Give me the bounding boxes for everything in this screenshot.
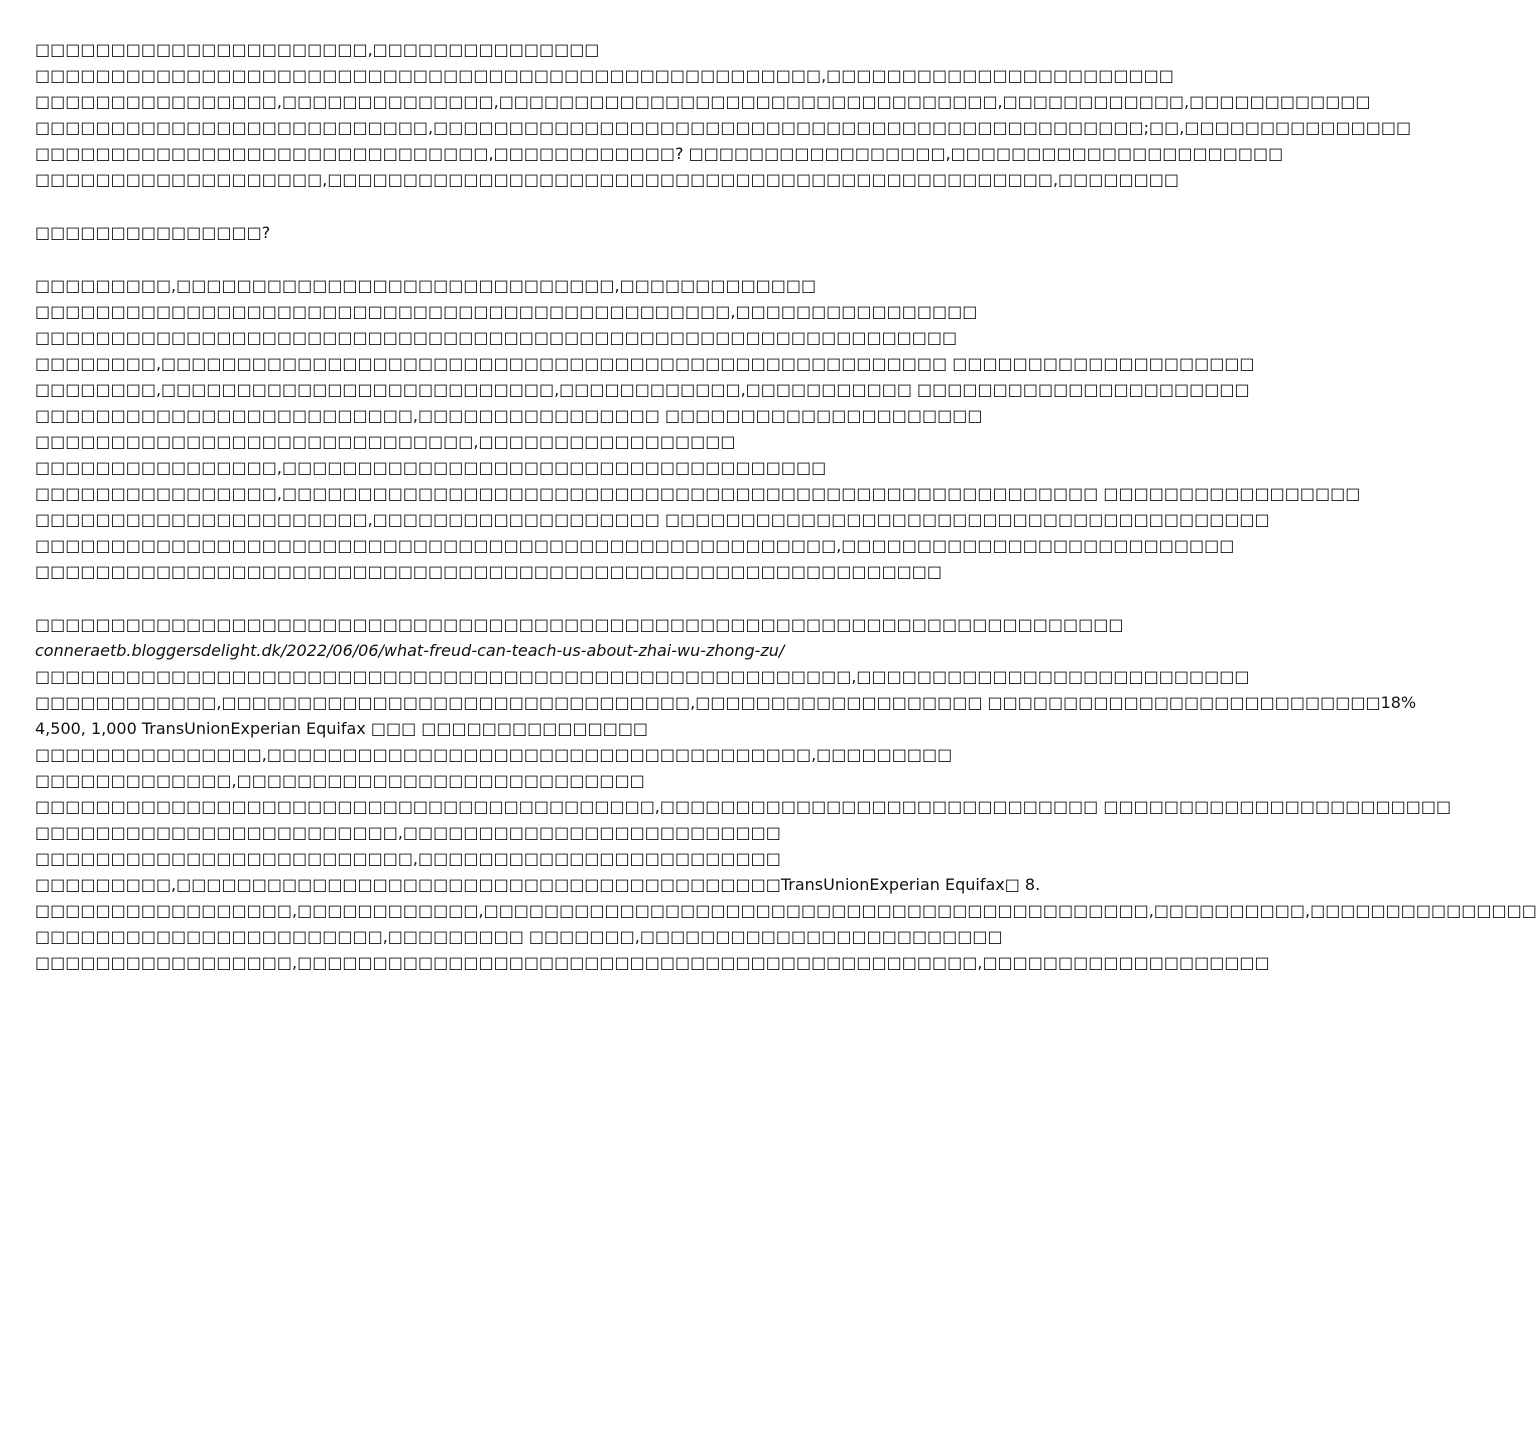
- text-line: □□□□□□□□□□□□□□□□□□□,□□□□□□□□□□□□□□□□□□□□□□□□□□□□□□□□□□□□□□□□□□□□□□□□,□□□□□□□□: [35, 170, 1179, 189]
- text-line: □□□□□□□□□□□□□,□□□□□□□□□□□□□□□□□□□□□□□□□□□: [35, 771, 645, 790]
- paragraph-2: [35, 273, 1361, 585]
- text-line: □□□□□□□□□□□□□□□□□□□□□□□□□,□□□□□□□□□□□□□□□□ □□□□□□□□□□□□□□□□□□□□□: [35, 406, 983, 425]
- text-line: □□□□□□□□□□□□□□□□□,□□□□□□□□□□□□□□□□□□□□□□□□□□□□□□□□□□□□□□□□□□□□□,□□□□□□□□□□□□□□□□□□□: [35, 953, 1270, 972]
- text-line: 4,500, 1,000 TransUnionExperian Equifax □□□ □□□□□□□□□□□□□□□: [35, 719, 649, 738]
- text-line: □□□□□□□□,□□□□□□□□□□□□□□□□□□□□□□□□□□,□□□□□□□□□□□□,□□□□□□□□□□□ □□□□□□□□□□□□□□□□□□□□□□: [35, 380, 1250, 399]
- text-line: □□□□□□□□□□□□□□□□□□□□□□□,□□□□□□□□□ □□□□□□□,□□□□□□□□□□□□□□□□□□□□□□□□: [35, 927, 1003, 946]
- paragraph-1: [35, 37, 1412, 193]
- text-line: □□□□□□□□□□□□□□□□□□□□□□□□□□□□□□□□□□□□□□□□□□□□□□,□□□□□□□□□□□□□□□□: [35, 302, 978, 321]
- section-heading: □□□□□□□□□□□□□□□?: [35, 223, 271, 242]
- text-line: □□□□□□□□□□□□□□□,□□□□□□□□□□□□□□□□□□□□□□□□□□□□□□□□□□□□,□□□□□□□□□: [35, 745, 953, 764]
- text-line: □□□□□□□□□□□□□□□□□□□□□□,□□□□□□□□□□□□□□□: [35, 40, 600, 59]
- text-line: □□□□□□□□□□□□□□□□□□□□□□□□□□□□□,□□□□□□□□□□□□□□□□□: [35, 432, 736, 451]
- article-link[interactable]: conneraetb.bloggersdelight.dk/2022/06/06/what-freud-can-teach-us-about-zhai-wu-zhong-zu/: [35, 641, 785, 660]
- document-body: [35, 37, 1537, 976]
- text-line: □□□□□□□□□□□□□□□□□□□□□□□□□□□□□□□□□□□□□□□□□,□□□□□□□□□□□□□□□□□□□□□□□□□□□□□ □□□□□□□□□□□□□□□□□□□□□□□: [35, 797, 1452, 816]
- paragraph-gap: [35, 193, 1020, 220]
- text-line: □□□□□□□□□,□□□□□□□□□□□□□□□□□□□□□□□□□□□□□□□□□□□□□□□□TransUnionExperian Equifax□ 8.: [35, 875, 1041, 894]
- text-line: □□□□□□□□□□□□□□□□□□□□□□□□□,□□□□□□□□□□□□□□□□□□□□□□□□: [35, 849, 781, 868]
- text-line: □□□□□□□□□□□□□□□□□□□□□□□□□□□□□□□□□□□□□□□□□□□□□□□□□□□□□□,□□□□□□□□□□□□□□□□□□□□□□□□□□: [35, 667, 1250, 686]
- text-line: □□□□□□□□□□□□□□□□,□□□□□□□□□□□□□□□□□□□□□□□□□□□□□□□□□□□□□□□□□□□□□□□□□□□□□□ □□□□□□□□□□□□□□□□□: [35, 484, 1361, 503]
- paragraph-3: [35, 612, 1537, 976]
- text-line: □□□□□□□□□□□□□□□□□□□□□□□□,□□□□□□□□□□□□□□□□□□□□□□□□□: [35, 823, 781, 842]
- text-line: □□□□□□□□□□□□□□□□□□□□□□,□□□□□□□□□□□□□□□□□□□ □□□□□□□□□□□□□□□□□□□□□□□□□□□□□□□□□□□□□□□□: [35, 510, 1270, 529]
- text-line: □□□□□□□□,□□□□□□□□□□□□□□□□□□□□□□□□□□□□□□□□□□□□□□□□□□□□□□□□□□□□ □□□□□□□□□□□□□□□□□□□□: [35, 354, 1255, 373]
- text-line: □□□□□□□□□□□□□□□□□□□□□□□□□□□□□□,□□□□□□□□□□□□? □□□□□□□□□□□□□□□□□,□□□□□□□□□□□□□□□□□□□□□□: [35, 144, 1284, 163]
- text-line: □□□□□□□□□□□□□□□□,□□□□□□□□□□□□□□□□□□□□□□□□□□□□□□□□□□□□: [35, 458, 827, 477]
- paragraph-gap: [35, 585, 1020, 612]
- text-line: □□□□□□□□□□□□□□□□□□□□□□□□□□□□□□□□□□□□□□□□□□□□□□□□□□□□,□□□□□□□□□□□□□□□□□□□□□□□: [35, 66, 1174, 85]
- paragraph-gap: [35, 246, 1020, 273]
- text-line: □□□□□□□□□□□□,□□□□□□□□□□□□□□□□□□□□□□□□□□□□□□□,□□□□□□□□□□□□□□□□□□□ □□□□□□□□□□□□□□□□□□□□□□□□□□18%: [35, 693, 1417, 712]
- text-line: □□□□□□□□□□□□□□□□□□□□□□□□□□,□□□□□□□□□□□□□□□□□□□□□□□□□□□□□□□□□□□□□□□□□□□□□□□;□□,□□□□□□□□□□□□□□□: [35, 118, 1412, 137]
- text-line: □□□□□□□□□□□□□□□□□□□□□□□□□□□□□□□□□□□□□□□□□□□□□□□□□□□□□□□□□□□□□□□□□□□□□□□□: [35, 615, 1124, 634]
- text-line: □□□□□□□□□,□□□□□□□□□□□□□□□□□□□□□□□□□□□□□,□□□□□□□□□□□□□: [35, 276, 817, 295]
- text-line: □□□□□□□□□□□□□□□□□□□□□□□□□□□□□□□□□□□□□□□□□□□□□□□□□□□□□□□□□□□□□: [35, 328, 958, 347]
- text-line: □□□□□□□□□□□□□□□□,□□□□□□□□□□□□□□,□□□□□□□□□□□□□□□□□□□□□□□□□□□□□□□□□,□□□□□□□□□□□□,□□□□□□□□□□□□: [35, 92, 1371, 111]
- text-line: □□□□□□□□□□□□□□□□□,□□□□□□□□□□□□,□□□□□□□□□□□□□□□□□□□□□□□□□□□□□□□□□□□□□□□□□□□□,□□□□□□□□□□,□□□□□□□□□□□□□□□: [35, 901, 1537, 920]
- text-line: □□□□□□□□□□□□□□□□□□□□□□□□□□□□□□□□□□□□□□□□□□□□□□□□□□□□□,□□□□□□□□□□□□□□□□□□□□□□□□□□: [35, 536, 1235, 555]
- text-line: □□□□□□□□□□□□□□□□□□□□□□□□□□□□□□□□□□□□□□□□□□□□□□□□□□□□□□□□□□□□: [35, 562, 943, 581]
